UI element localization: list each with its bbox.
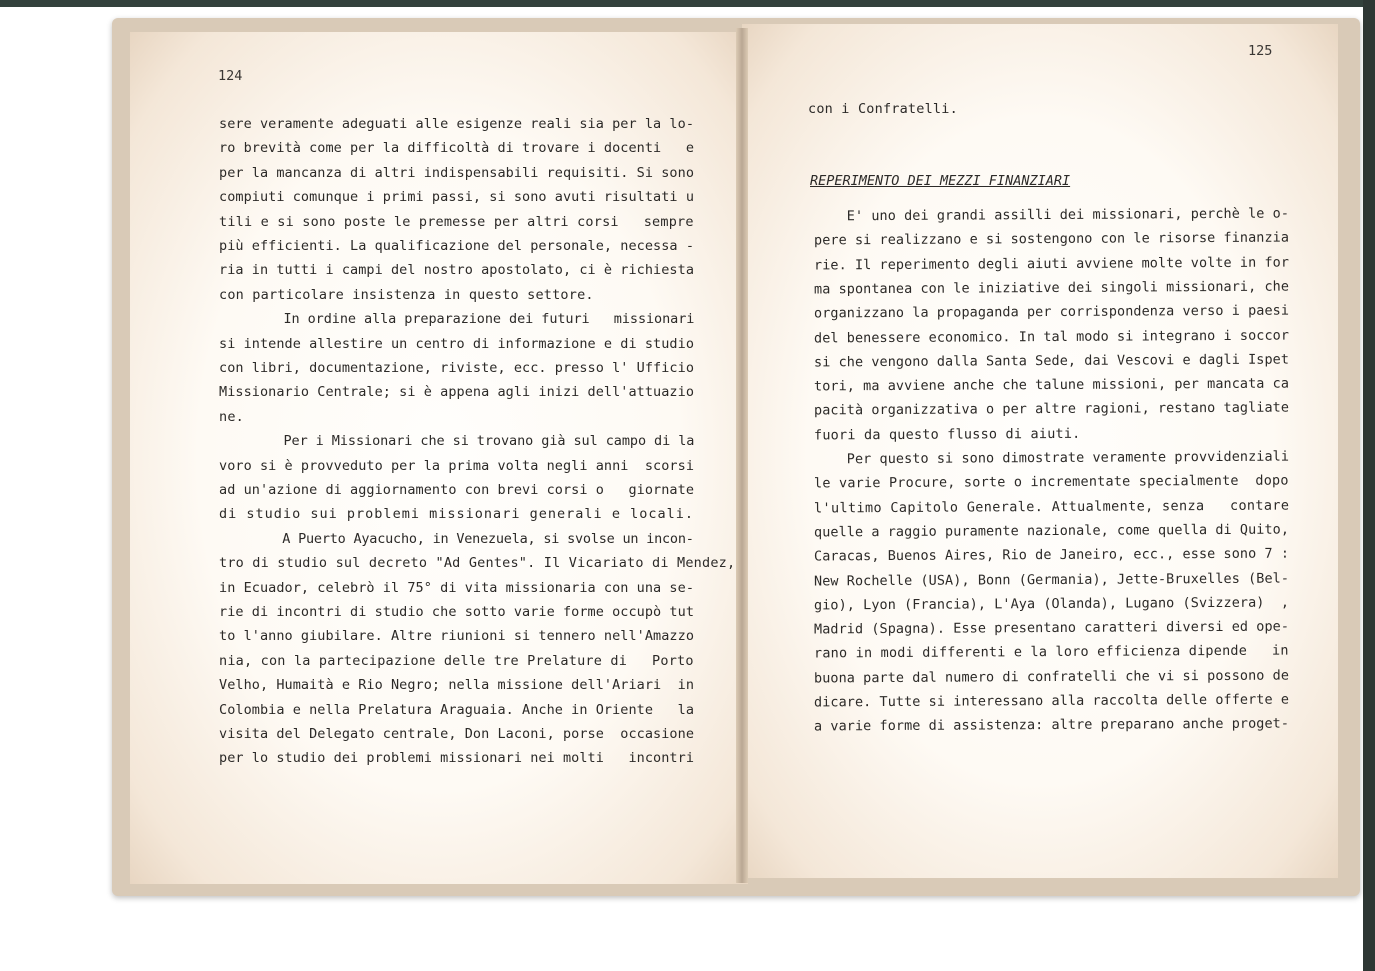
left-page-number: 124 — [218, 68, 243, 84]
text-line: organizzano la propaganda per corrispondenza verso i paesi — [813, 302, 1290, 322]
right-page-number: 125 — [1248, 43, 1273, 59]
text-line: si che vengono dalla Santa Sede, dai Vescovi e dagli Ispet — [813, 351, 1290, 371]
right-background-edge — [1363, 0, 1375, 971]
text-line: ne. — [219, 408, 244, 425]
text-line: buona parte dal numero di confratelli che vi si possono de — [813, 667, 1290, 687]
text-line: A Puerto Ayacucho, in Venezuela, si svolse un incon- — [219, 530, 694, 547]
text-line: con libri, documentazione, riviste, ecc. presso l' Ufficio — [219, 360, 695, 376]
text-line: rie di incontri di studio che sotto varie forme occupò tut — [219, 604, 695, 620]
text-line: In ordine alla preparazione dei futuri missionari — [219, 311, 695, 328]
text-line: le varie Procure, sorte o incrementate specialmente dopo — [813, 472, 1289, 492]
text-line: rie. Il reperimento degli aiuti avviene molte volte in for — [813, 254, 1290, 274]
top-background-strip — [0, 0, 1375, 7]
text-line: gio), Lyon (Francia), L'Aya (Olanda), Lugano (Svizzera) , — [813, 594, 1290, 614]
text-line: pere si realizzano e si sostengono con le risorse finanzia — [813, 229, 1290, 249]
text-line: di studio sui problemi missionari generali e locali. — [219, 506, 695, 523]
text-line: ad un'azione di aggiornamento con brevi corsi o giornate — [219, 482, 695, 498]
text-line: in Ecuador, celebrò il 75° di vita missionaria con una se- — [219, 579, 695, 596]
text-line: del benessere economico. In tal modo si integrano i soccor — [813, 327, 1290, 346]
text-line: rano in modi differenti e la loro efficienza dipende in — [813, 642, 1289, 662]
text-line: ria in tutti i campi del nostro apostolato, ci è richiesta — [219, 262, 695, 279]
text-line: fuori da questo flusso di aiuti. — [813, 425, 1081, 444]
text-line: ro brevità come per la difficoltà di trovare i docenti e — [219, 140, 695, 157]
text-line: Madrid (Spagna). Esse presentano caratteri diversi ed ope- — [813, 618, 1290, 638]
text-line: E' uno dei grandi assilli dei missionari, perchè le o- — [813, 205, 1290, 225]
text-line: dicare. Tutte si interessano alla raccolta delle offerte e — [813, 691, 1290, 711]
text-line: si intende allestire un centro di informazione e di studio — [219, 335, 695, 352]
text-line: visita del Delegato centrale, Don Laconi, porse occasione — [219, 726, 695, 742]
text-line: compiuti comunque i primi passi, si sono avuti risultati u — [219, 189, 695, 206]
text-line: tili e si sono poste le premesse per altri corsi sempre — [219, 213, 694, 230]
text-line: a varie forme di assistenza: altre preparano anche proget- — [813, 715, 1290, 735]
text-line: Caracas, Buenos Aires, Rio de Janeiro, ecc., esse sono 7 : — [813, 545, 1290, 565]
text-line: Colombia e nella Prelatura Araguaia. Anche in Oriente la — [219, 701, 695, 718]
text-line: to l'anno giubilare. Altre riunioni si tennero nell'Amazzo — [219, 628, 695, 645]
text-line: voro si è provveduto per la prima volta negli anni scorsi — [219, 457, 695, 474]
text-line: Per i Missionari che si trovano già sul campo di la — [219, 433, 695, 450]
text-line: Missionario Centrale; si è appena agli inizi dell'attuazio — [219, 384, 695, 401]
right-page-first-line: con i Confratelli. — [808, 101, 958, 117]
text-line: sere veramente adeguati alle esigenze reali sia per la lo- — [219, 116, 695, 132]
text-line: l'ultimo Capitolo Generale. Attualmente, senza contare — [813, 497, 1290, 517]
text-line: nia, con la partecipazione delle tre Prelature di Porto — [219, 652, 694, 669]
text-line: per la mancanza di altri indispensabili requisiti. Si sono — [219, 164, 695, 181]
text-line: quelle a raggio puramente nazionale, come quella di Quito, — [813, 521, 1290, 541]
text-line: per lo studio dei problemi missionari nei molti incontri — [219, 750, 695, 767]
text-line: ma spontanea con le iniziative dei singoli missionari, che — [813, 278, 1290, 298]
text-line: più efficienti. La qualificazione del personale, necessa - — [219, 238, 695, 254]
section-heading: REPERIMENTO DEI MEZZI FINANZIARI — [810, 173, 1071, 189]
text-line: New Rochelle (USA), Bonn (Germania), Jette-Bruxelles (Bel- — [813, 570, 1290, 589]
book-gutter — [736, 28, 748, 883]
text-line: con particolare insistenza in questo settore. — [219, 286, 594, 303]
text-line: Per questo si sono dimostrate veramente provvidenziali — [813, 448, 1290, 468]
text-line: pacità organizzativa o per altre ragioni, restano tagliate — [813, 399, 1290, 419]
text-line: tro di studio sul decreto "Ad Gentes". Il Vicariato di Mendez, — [219, 555, 736, 572]
text-line: tori, ma avviene anche che talune missioni, per mancata ca — [813, 375, 1290, 395]
text-line: Velho, Humaità e Rio Negro; nella missione dell'Ariari in — [219, 677, 695, 694]
